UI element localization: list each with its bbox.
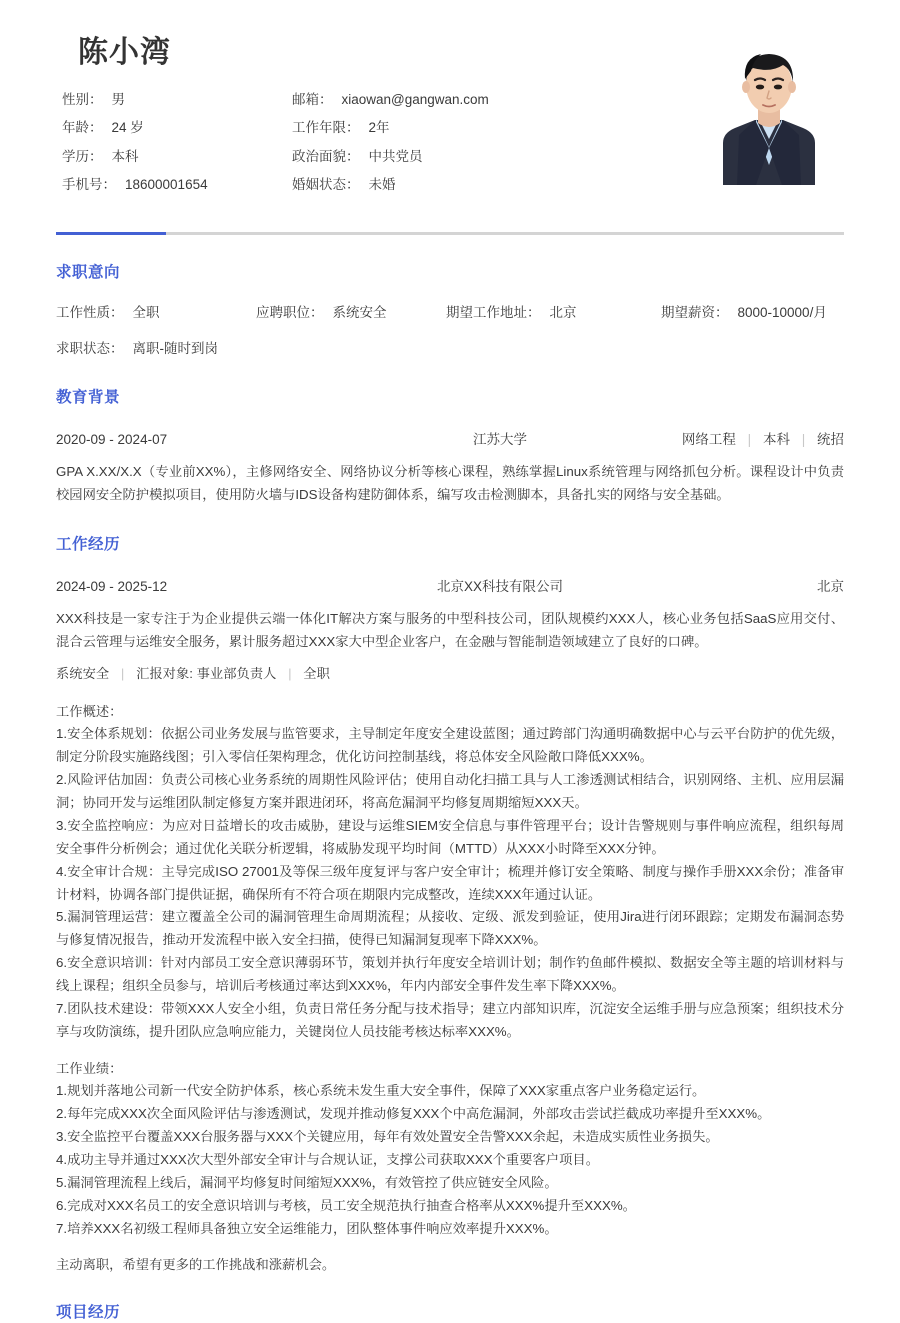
info-phone bbox=[62, 175, 292, 195]
education-degree: 本科 bbox=[762, 431, 790, 447]
list-item: 5.漏洞管理运营：建立覆盖全公司的漏洞管理生命周期流程；从接收、定级、派发到验证，使用Jira进行闭环跟踪；定期发布漏洞态势与修复情况报告，推动开发流程中嵌入安全扫描，使得已知漏洞复现率下降XXX%。 bbox=[56, 909, 844, 948]
job-intention-row bbox=[56, 303, 844, 323]
info-email bbox=[292, 90, 622, 110]
list-item: 3.安全监控响应：为应对日益增长的攻击威胁，建设与运维SIEM安全信息与事件管理平台；设计告警规则与事件响应流程，组织每周安全事件分析例会；通过优化关联分析逻辑，将威胁发现平均时间（MTTD）从XXX小时降至XXX分钟。 bbox=[56, 817, 844, 856]
intent-applied-position bbox=[256, 303, 446, 323]
basic-info-row bbox=[62, 147, 622, 167]
section-title-project-experience: 项目经历 bbox=[56, 1304, 121, 1322]
intent-label: 求职状态： bbox=[56, 341, 124, 357]
portrait-photo-icon bbox=[709, 35, 829, 185]
list-item: 7.培养XXX名初级工程师具备独立安全运维能力，团队整体事件响应效率提升XXX%。 bbox=[56, 1220, 558, 1236]
info-value: xiaowan@gangwan.com bbox=[341, 91, 489, 107]
intent-label: 期望薪资： bbox=[661, 305, 729, 321]
section-title-job-intention: 求职意向 bbox=[56, 264, 121, 281]
intent-value: 系统安全 bbox=[332, 305, 387, 321]
work-achievements-list bbox=[56, 1080, 844, 1240]
work-report-to: 汇报对象: 事业部负责人 bbox=[136, 666, 277, 682]
info-years-of-experience bbox=[292, 118, 622, 138]
tag-separator: | bbox=[801, 431, 806, 447]
intent-label: 期望工作地址： bbox=[446, 305, 541, 321]
education-school: 江苏大学 bbox=[473, 431, 527, 447]
info-value: 未婚 bbox=[368, 177, 396, 193]
info-value: 18600001654 bbox=[125, 177, 208, 193]
info-label: 年龄： bbox=[62, 120, 103, 136]
info-value: 中共党员 bbox=[368, 148, 423, 164]
tag-separator: | bbox=[288, 666, 292, 682]
list-item: 2.风险评估加固：负责公司核心业务系统的周期性风险评估；使用自动化扫描工具与人工渗透测试相结合，识别网络、主机、应用层漏洞；协同开发与运维团队制定修复方案并跟进闭环，将高危漏洞平均修复周期缩短XXX天。 bbox=[56, 772, 844, 811]
education-description: GPA X.XX/X.X（专业前XX%），主修网络安全、网络协议分析等核心课程，熟练掌握Linux系统管理与网络抓包分析。课程设计中负责校园网安全防护模拟项目，使用防火墙与IDS设备构建防御体系，编写攻击检测脚本，具备扎实的网络与安全基础。 bbox=[56, 463, 844, 502]
page-title: 陈小湾 bbox=[78, 36, 171, 69]
job-intention-row bbox=[56, 339, 844, 359]
tag-separator: | bbox=[120, 666, 125, 682]
work-entry-header bbox=[56, 575, 844, 595]
section-title-work-experience: 工作经历 bbox=[56, 535, 121, 553]
section-job-intention bbox=[56, 263, 844, 360]
work-date: 2024-09 - 2025-12 bbox=[56, 578, 168, 594]
resume-header bbox=[56, 0, 844, 202]
education-tags bbox=[614, 428, 844, 448]
info-value: 2年 bbox=[368, 120, 390, 136]
info-label: 工作年限： bbox=[292, 120, 360, 136]
intent-value: 8000-10000/月 bbox=[737, 305, 827, 321]
work-location: 北京 bbox=[817, 578, 844, 594]
list-item: 6.完成对XXX名员工的安全意识培训与考核，员工安全规范执行抽查合格率从XXX%提升至XXX%。 bbox=[56, 1197, 636, 1213]
education-entry-header bbox=[56, 428, 844, 448]
education-date: 2020-09 - 2024-07 bbox=[56, 431, 168, 447]
list-item: 1.规划并落地公司新一代安全防护体系，核心系统未发生重大安全事件，保障了XXX家重点客户业务稳定运行。 bbox=[56, 1083, 706, 1099]
info-education-level bbox=[62, 147, 292, 167]
intent-job-nature bbox=[56, 303, 256, 323]
intent-value: 北京 bbox=[549, 305, 577, 321]
basic-info-row bbox=[62, 118, 622, 138]
work-job-type: 全职 bbox=[303, 666, 330, 682]
intent-expected-location bbox=[446, 303, 661, 323]
avatar bbox=[709, 35, 829, 185]
info-marital-status bbox=[292, 175, 622, 195]
work-achievements-label: 工作业绩： bbox=[56, 1060, 123, 1076]
basic-info-row bbox=[62, 90, 622, 110]
tag-separator: | bbox=[747, 431, 752, 447]
info-value: 男 bbox=[111, 91, 125, 107]
company-introduction: XXX科技是一家专注于为企业提供云端一体化IT解决方案与服务的中型科技公司，团队规模约XXX人，核心业务包括SaaS应用交付、混合云管理与运维安全服务，累计服务超过XXX家大中型企业客户，在金融与智能制造领域建立了良好的口碑。 bbox=[56, 610, 844, 649]
section-education bbox=[56, 388, 844, 507]
list-item: 6.安全意识培训：针对内部员工安全意识薄弱环节，策划并执行年度安全培训计划；制作钓鱼邮件模拟、数据安全等主题的培训材料与线上课程；组织全员参与，培训后考核通过率达到XXX%，年内内部安全事件发生率下降XXX%。 bbox=[56, 955, 844, 993]
work-overview-label: 工作概述： bbox=[56, 703, 123, 719]
work-company: 北京XX科技有限公司 bbox=[436, 578, 563, 594]
work-leave-reason: 主动离职，希望有更多的工作挑战和涨薪机会。 bbox=[56, 1257, 336, 1273]
work-meta-line bbox=[56, 663, 844, 684]
intent-value: 全职 bbox=[132, 305, 160, 321]
spacer bbox=[56, 1044, 844, 1058]
education-major: 网络工程 bbox=[681, 431, 736, 447]
info-label: 婚姻状态： bbox=[292, 177, 360, 193]
header-divider bbox=[56, 232, 844, 235]
education-admission: 统招 bbox=[817, 431, 844, 447]
intent-value: 离职-随时到岗 bbox=[132, 341, 218, 357]
list-item: 1.安全体系规划：依据公司业务发展与监管要求，主导制定年度安全建设蓝图；通过跨部门沟通明确数据中心与云平台防护的优先级，制定分阶段实施路线图；引入零信任架构理念，优化访问控制基线，将总体安全风险敞口降低XXX%。 bbox=[56, 726, 844, 765]
info-label: 邮箱： bbox=[292, 91, 333, 107]
info-value: 24 岁 bbox=[111, 120, 144, 136]
intent-label: 工作性质： bbox=[56, 305, 124, 321]
info-political-status bbox=[292, 147, 622, 167]
intent-expected-salary bbox=[661, 303, 827, 323]
section-work-experience bbox=[56, 535, 844, 1278]
info-label: 政治面貌： bbox=[292, 148, 360, 164]
list-item: 4.成功主导并通过XXX次大型外部安全审计与合规认证，支撑公司获取XXX个重要客户项目。 bbox=[56, 1151, 599, 1167]
intent-label: 应聘职位： bbox=[256, 305, 324, 321]
list-item: 7.团队技术建设：带领XXX人安全小组，负责日常任务分配与技术指导；建立内部知识库，沉淀安全运维手册与应急预案；组织技术分享与攻防演练，提升团队应急响应能力，关键岗位人员技能考核达标率XXX%。 bbox=[56, 1000, 844, 1039]
section-project-experience bbox=[56, 1303, 844, 1323]
info-age bbox=[62, 118, 292, 138]
info-label: 学历： bbox=[62, 148, 103, 164]
info-gender bbox=[62, 90, 292, 110]
section-title-education: 教育背景 bbox=[56, 388, 121, 406]
list-item: 2.每年完成XXX次全面风险评估与渗透测试，发现并推动修复XXX个中高危漏洞，外部攻击尝试拦截成功率提升至XXX%。 bbox=[56, 1106, 771, 1122]
intent-job-status bbox=[56, 339, 256, 359]
work-overview-list bbox=[56, 723, 844, 1043]
info-label: 手机号： bbox=[62, 177, 116, 193]
list-item: 3.安全监控平台覆盖XXX台服务器与XXX个关键应用，每年有效处置安全告警XXX余起，未造成实质性业务损失。 bbox=[56, 1129, 719, 1145]
list-item: 4.安全审计合规：主导完成ISO 27001及等保三级年度复评与客户安全审计；梳理并修订安全策略、制度与操作手册XXX余份；准备审计材料，协调各部门提供证据，确保所有不符合项在期限内完成整改，连续XXX年通过认证。 bbox=[56, 863, 844, 902]
work-position: 系统安全 bbox=[56, 666, 110, 682]
list-item: 5.漏洞管理流程上线后，漏洞平均修复时间缩短XXX%，有效管控了供应链安全风险。 bbox=[56, 1174, 558, 1190]
basic-info-grid bbox=[62, 90, 622, 195]
info-value: 本科 bbox=[111, 148, 139, 164]
info-label: 性别： bbox=[62, 91, 103, 107]
basic-info-row bbox=[62, 175, 622, 195]
